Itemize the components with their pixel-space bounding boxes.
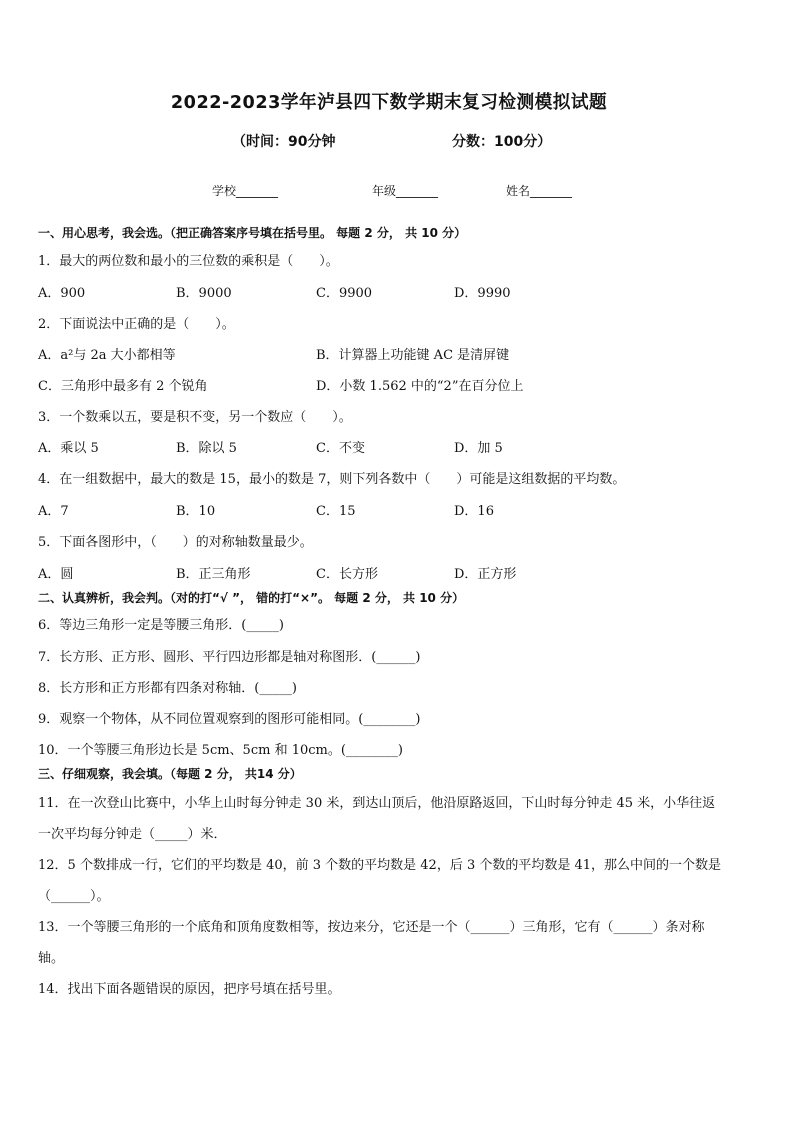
name-field: 姓名_______ (506, 184, 573, 198)
option-1b: B．9000 (176, 286, 232, 301)
school-field: 学校_______ (212, 184, 279, 198)
question-2: 2．下面说法中正确的是（ ）。 (38, 317, 235, 332)
option-3b: B．除以 5 (176, 441, 237, 456)
grade-field: 年级_______ (372, 184, 439, 198)
option-1c: C．9900 (316, 286, 373, 301)
option-1d: D．9990 (454, 286, 511, 301)
section-2-heading: 二、认真辨析，我会判。（对的打“√ ”， 错的打“×”。 每题 2 分， 共 10 分） (38, 591, 465, 605)
section-1-heading: 一、用心思考，我会选。（把正确答案序号填在括号里。 每题 2 分， 共 10 分） (38, 226, 467, 240)
option-2a: A．a²与 2a 大小都相等 (38, 348, 176, 363)
question-1: 1．最大的两位数和最小的三位数的乘积是（ ）。 (38, 254, 339, 269)
section-3-heading: 三、仔细观察，我会填。（每题 2 分， 共14 分） (38, 767, 302, 781)
option-4a: A．7 (38, 504, 69, 519)
question-9: 9．观察一个物体，从不同位置观察到的图形可能相同。(________) (38, 712, 421, 727)
question-5: 5．下面各图形中，（ ）的对称轴数量最少。 (38, 535, 313, 550)
question-3: 3．一个数乘以五，要是积不变，另一个数应（ ）。 (38, 410, 352, 425)
option-2c: C．三角形中最多有 2 个锐角 (38, 379, 208, 394)
option-2d: D．小数 1.562 中的“2”在百分位上 (316, 379, 524, 394)
option-4d: D．16 (454, 504, 494, 519)
time-label: （时间：90分钟 (232, 134, 336, 150)
option-3a: A．乘以 5 (38, 441, 99, 456)
score-label: 分数：100分） (452, 134, 552, 150)
option-2b: B．计算器上功能键 AC 是清屏键 (316, 348, 510, 363)
question-10: 10．一个等腰三角形边长是 5cm、5cm 和 10cm。(________) (38, 743, 403, 758)
question-12-line-1: 12．5 个数排成一行，它们的平均数是 40，前 3 个数的平均数是 42，后 3 个数的平均数是 41，那么中间的一个数是 (38, 858, 722, 873)
question-8: 8．长方形和正方形都有四条对称轴．(_____) (38, 681, 297, 696)
question-13-line-2: 轴。 (38, 951, 65, 966)
question-11-line-2: 一次平均每分钟走（_____）米． (38, 827, 227, 842)
option-5b: B．正三角形 (176, 567, 251, 582)
option-3d: D．加 5 (454, 441, 503, 456)
question-11-line-1: 11．在一次登山比赛中，小华上山时每分钟走 30 米，到达山顶后，他沿原路返回，下山时每分钟走 45 米，小华往返 (38, 796, 716, 811)
option-5c: C．长方形 (316, 567, 378, 582)
option-3c: C．不变 (316, 441, 365, 456)
question-13-line-1: 13．一个等腰三角形的一个底角和顶角度数相等，按边来分，它还是一个（______）三角形，它有（______）条对称 (38, 920, 705, 935)
question-12-line-2: （______）。 (38, 889, 110, 904)
question-14: 14．找出下面各题错误的原因，把序号填在括号里。 (38, 982, 341, 997)
option-5d: D．正方形 (454, 567, 517, 582)
question-7: 7．长方形、正方形、圆形、平行四边形都是轴对称图形．(______) (38, 650, 421, 665)
question-4: 4．在一组数据中，最大的数是 15，最小的数是 7，则下列各数中（ ）可能是这组数据的平均数。 (38, 472, 626, 487)
question-6: 6．等边三角形一定是等腰三角形．(_____) (38, 618, 284, 633)
page-title: 2022-2023学年泸县四下数学期末复习检测模拟试题 (170, 92, 608, 113)
option-5a: A．圆 (38, 567, 74, 582)
option-4c: C．15 (316, 504, 356, 519)
option-1a: A．900 (38, 286, 86, 301)
option-4b: B．10 (176, 504, 216, 519)
